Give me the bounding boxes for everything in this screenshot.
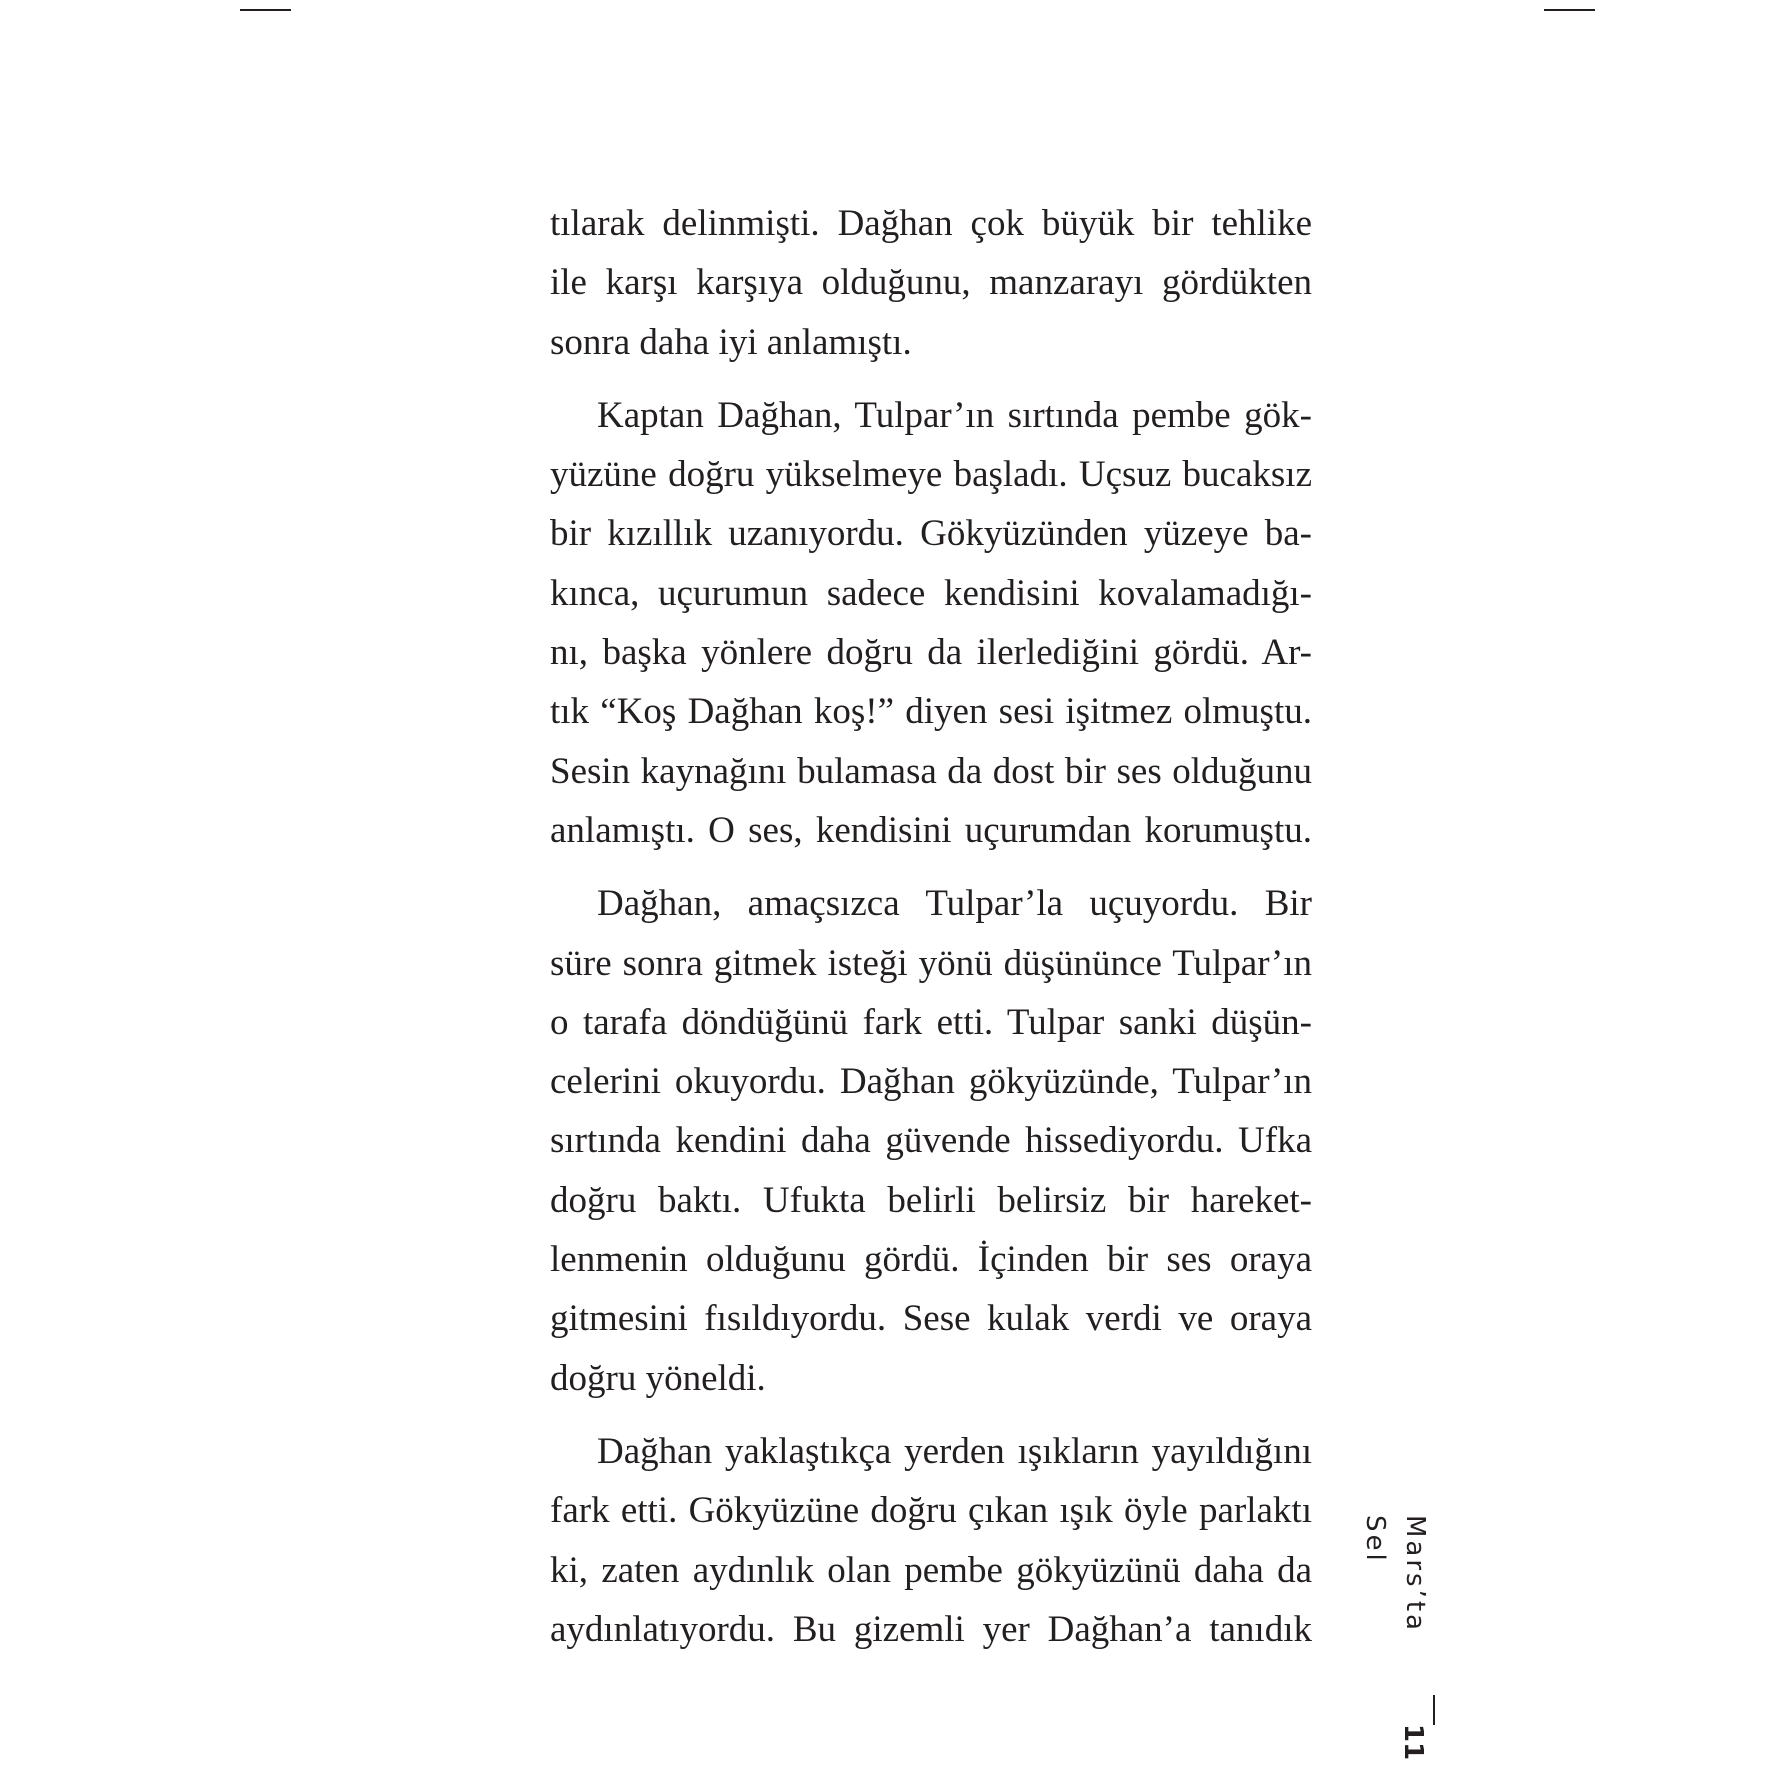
crop-mark-right <box>1544 9 1595 11</box>
text-line: aydınlatıyordu. Bu gizemli yer Dağhan’a tanıdık <box>550 1608 1312 1650</box>
running-title: Mars’ta Sel <box>1360 1515 1430 1633</box>
text-line: ile karşı karşıya olduğunu, manzarayı gördükten <box>550 262 1312 304</box>
paragraph-1 <box>550 194 1312 372</box>
text-line: sonra daha iyi anlamıştı. <box>550 321 912 363</box>
text-line: lenmenin olduğunu gördü. İçinden bir ses oraya <box>550 1239 1312 1281</box>
text-line: kınca, uçurumun sadece kendisini kovalamadığı- <box>550 572 1312 614</box>
paragraph-3 <box>550 874 1312 1408</box>
footer-divider <box>1433 1695 1435 1725</box>
paragraph-2 <box>550 386 1312 860</box>
text-line: Dağhan yaklaştıkça yerden ışıkların yayıldığını <box>597 1430 1312 1472</box>
body-text <box>550 194 1312 1659</box>
text-line: anlamıştı. O ses, kendisini uçurumdan korumuştu. <box>550 809 1312 851</box>
text-line: fark etti. Gökyüzüne doğru çıkan ışık öyle parlaktı <box>550 1490 1312 1532</box>
text-line: sırtında kendini daha güvende hissediyordu. Ufka <box>550 1120 1312 1162</box>
text-line: bir kızıllık uzanıyordu. Gökyüzünden yüzeye ba- <box>550 513 1312 555</box>
crop-mark-left <box>240 9 291 11</box>
text-line: Sesin kaynağını bulamasa da dost bir ses olduğunu <box>550 750 1312 792</box>
text-line: doğru baktı. Ufukta belirli belirsiz bir hareket- <box>550 1179 1312 1221</box>
text-line: süre sonra gitmek isteği yönü düşününce Tulpar’ın <box>550 942 1312 984</box>
text-line: o tarafa döndüğünü fark etti. Tulpar sanki düşün- <box>550 1001 1312 1043</box>
page-number: 11 <box>1398 1724 1428 1761</box>
text-line: tılarak delinmişti. Dağhan çok büyük bir tehlike <box>550 203 1312 244</box>
running-footer <box>1360 1515 1447 1761</box>
text-line: nı, başka yönlere doğru da ilerlediğini gördü. Ar- <box>550 632 1312 674</box>
text-line: yüzüne doğru yükselmeye başladı. Uçsuz bucaksız <box>550 454 1312 496</box>
text-line: Dağhan, amaçsızca Tulpar’la uçuyordu. Bir <box>597 883 1312 925</box>
paragraph-4 <box>550 1422 1312 1659</box>
text-line: Kaptan Dağhan, Tulpar’ın sırtında pembe gök- <box>597 394 1312 436</box>
text-line: ki, zaten aydınlık olan pembe gökyüzünü daha da <box>550 1549 1312 1591</box>
text-line: doğru yöneldi. <box>550 1357 766 1399</box>
text-line: tık “Koş Dağhan koş!” diyen sesi işitmez olmuştu. <box>550 691 1312 733</box>
text-line: celerini okuyordu. Dağhan gökyüzünde, Tulpar’ın <box>550 1061 1312 1103</box>
text-line: gitmesini fısıldıyordu. Sese kulak verdi ve oraya <box>550 1298 1312 1340</box>
